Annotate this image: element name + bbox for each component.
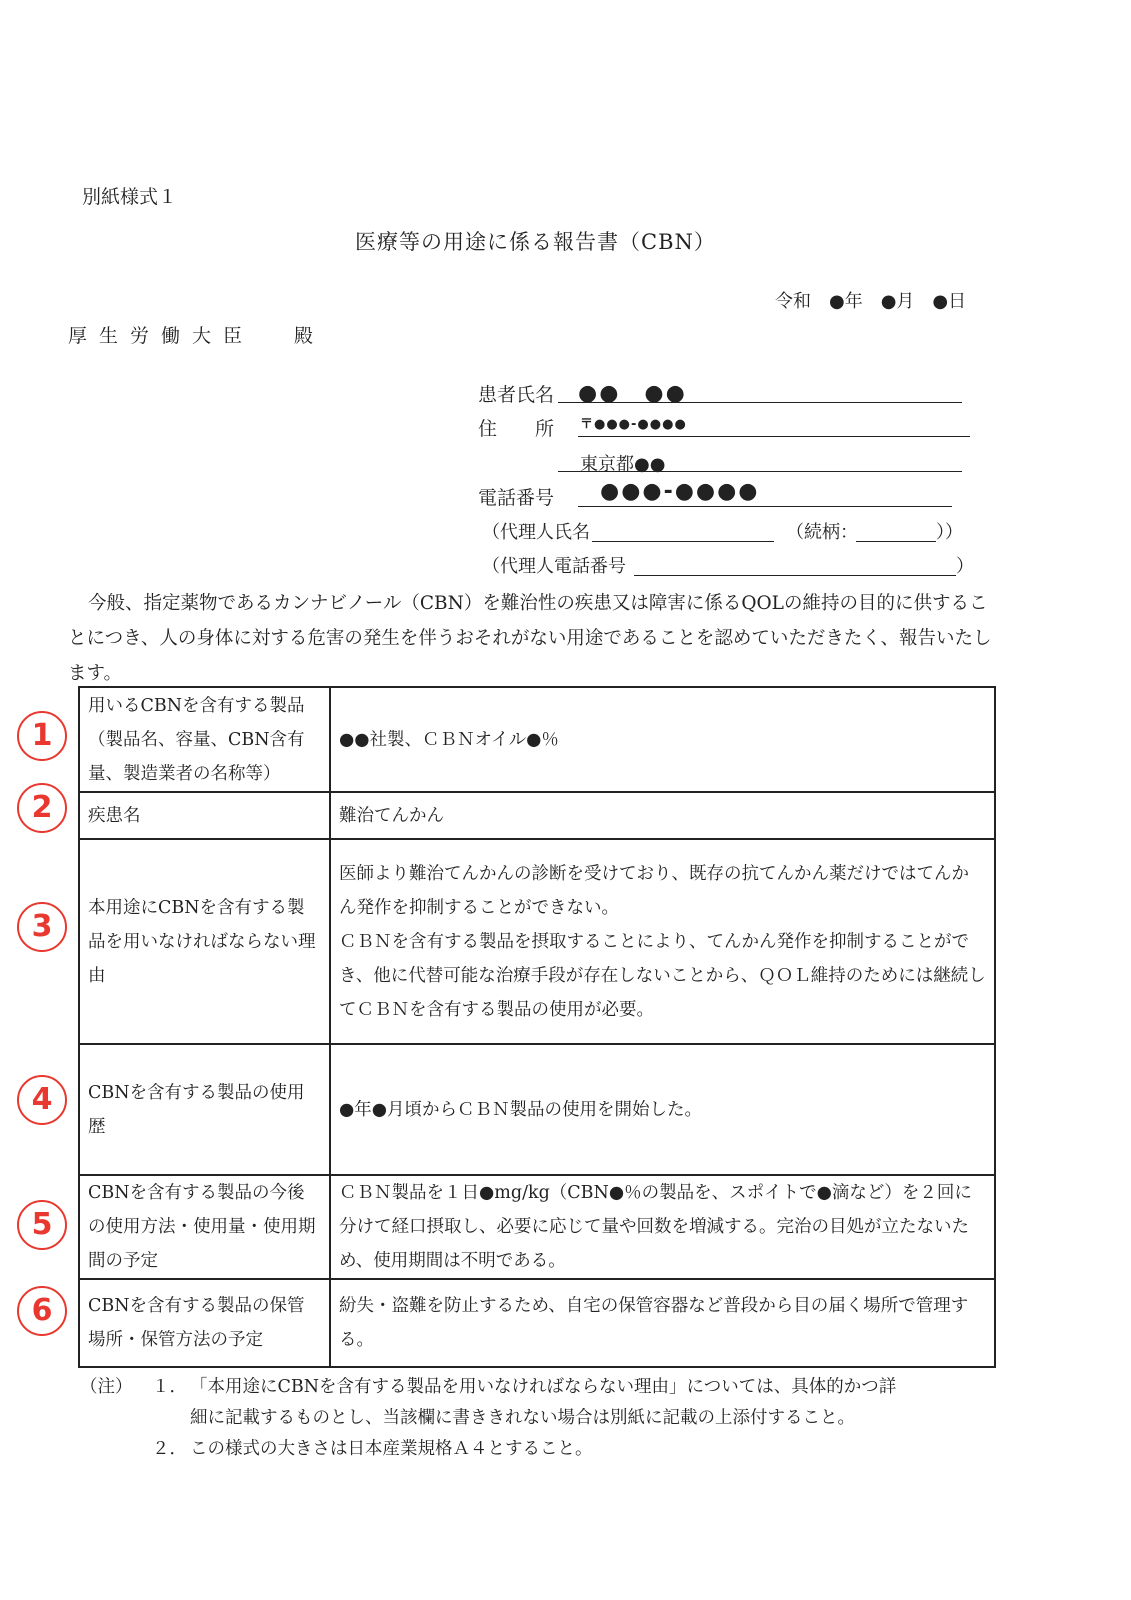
note-item-1: [80, 1372, 1000, 1403]
table-row: [79, 687, 995, 792]
patient-name-label: 患者氏名: [478, 384, 555, 406]
table-row: [79, 792, 995, 839]
address-label: 住 所: [478, 418, 555, 440]
phone-line: [578, 506, 952, 507]
addressee: [68, 321, 313, 348]
report-table: [78, 686, 996, 1368]
address-line-2: [558, 471, 962, 472]
row-4-question: CBNを含有する製品の使用歴: [79, 1044, 330, 1175]
row-6-answer: 紛失・盗難を防止するため、自宅の保管容器など普段から目の届く場所で管理する。: [330, 1279, 995, 1367]
phone-value: ●●●-●●●●: [600, 479, 760, 504]
address-value: 東京都●●: [580, 454, 666, 475]
document-title: 医療等の用途に係る報告書（CBN）: [355, 230, 716, 254]
row-1-question: 用いるCBNを含有する製品（製品名、容量、CBN含有量、製造業者の名称等）: [79, 687, 330, 792]
patient-name-value: ●● ●●: [578, 381, 687, 406]
addressee-name: 厚生労働大臣: [68, 325, 255, 347]
notes-heading: （注）: [80, 1377, 133, 1397]
row-3-answer-para-1: 医師より難治てんかんの診断を受けており、既存の抗てんかん薬だけではてんかん発作を抑制することができない。: [339, 863, 969, 918]
postal-code-value: 〒●●●-●●●●: [580, 417, 687, 432]
row-3-question: 本用途にCBNを含有する製品を用いなければならない理由: [79, 839, 330, 1044]
number-badge-5: 5: [17, 1200, 67, 1250]
number-badge-6: 6: [17, 1286, 67, 1336]
relation-line: [856, 541, 936, 542]
number-badge-1: 1: [17, 711, 67, 761]
relation-close: ））: [936, 522, 963, 543]
note-item-2: [80, 1434, 1000, 1465]
table-row: [79, 839, 995, 1044]
row-5-answer: ＣＢＮ製品を１日●mg/kg（CBN●％の製品を、スポイトで●滴など）を２回に分けて経口摂取し、必要に応じて量や回数を増減する。完治の目処が立たないため、使用期間は不明である。: [330, 1175, 995, 1279]
relation-label: （続柄：: [786, 522, 858, 543]
note-text-1-continued: 細に記載するものとし、当該欄に書ききれない場合は別紙に記載の上添付すること。: [190, 1408, 855, 1428]
note-text-1: 「本用途にCBNを含有する製品を用いなければならない理由」については、具体的かつ詳: [190, 1377, 897, 1397]
table-row: [79, 1175, 995, 1279]
note-number-1: １．: [152, 1377, 187, 1397]
table-row: [79, 1044, 995, 1175]
address-line-1: [578, 436, 970, 437]
row-2-answer: 難治てんかん: [330, 792, 995, 839]
agent-phone-close: ）: [956, 556, 974, 577]
agent-name-label: （代理人氏名: [482, 522, 590, 543]
addressee-honorific: 殿: [294, 325, 314, 347]
number-badge-2: 2: [17, 783, 67, 833]
phone-label: 電話番号: [478, 487, 555, 509]
form-id: 別紙様式１: [82, 186, 178, 208]
intro-paragraph: 今般、指定薬物であるカンナビノール（CBN）を難治性の疾患又は障害に係るQOLの維持の目的に供することにつき、人の身体に対する危害の発生を伴うおそれがない用途であることを認めていただきたく、報告いたします。: [68, 593, 992, 684]
patient-name-line: [558, 402, 962, 403]
note-number-2: ２．: [152, 1439, 187, 1459]
row-3-answer: [330, 839, 995, 1044]
number-badge-3: 3: [17, 902, 67, 952]
row-6-question: CBNを含有する製品の保管場所・保管方法の予定: [79, 1279, 330, 1367]
table-row: [79, 1279, 995, 1367]
row-4-answer: ●年●月頃からＣＢＮ製品の使用を開始した。: [330, 1044, 995, 1175]
report-date: 令和 ●年 ●月 ●日: [775, 291, 967, 312]
number-badge-4: 4: [17, 1075, 67, 1125]
agent-phone-label: （代理人電話番号: [482, 556, 626, 577]
agent-phone-line: [634, 575, 956, 576]
agent-name-line: [592, 541, 774, 542]
note-text-2: この様式の大きさは日本産業規格Ａ４とすること。: [190, 1439, 593, 1459]
row-3-answer-para-2: ＣＢＮを含有する製品を摂取することにより、てんかん発作を抑制することができ、他に代替可能な治療手段が存在しないことから、ＱＯＬ維持のためには継続してＣＢＮを含有する製品の使用が必要。: [339, 931, 986, 1020]
row-2-question: 疾患名: [79, 792, 330, 839]
notes-section: [80, 1372, 1000, 1465]
row-5-question: CBNを含有する製品の今後の使用方法・使用量・使用期間の予定: [79, 1175, 330, 1279]
row-1-answer: ●●社製、ＣＢＮオイル●％: [330, 687, 995, 792]
